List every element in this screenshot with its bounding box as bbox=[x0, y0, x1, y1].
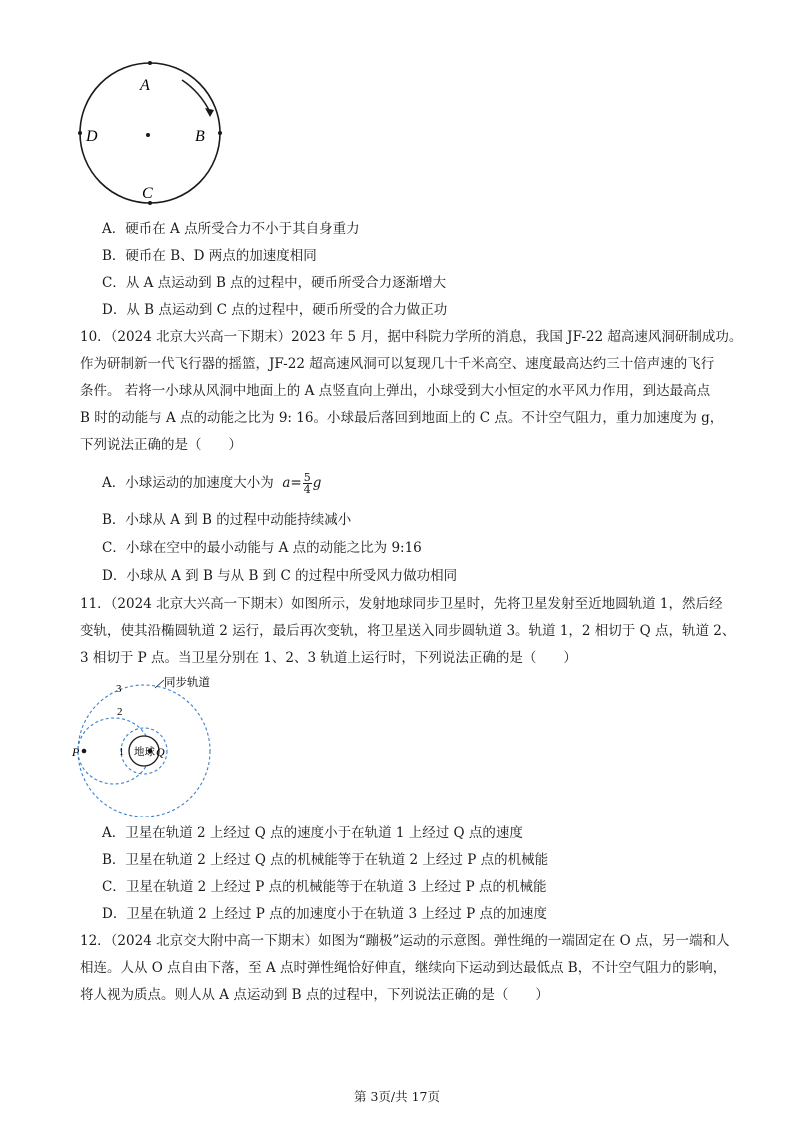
orbit-figure bbox=[68, 672, 218, 817]
formula-fraction bbox=[303, 472, 312, 495]
q10-option-b: B．小球从 A 到 B 的过程中动能持续减小 bbox=[102, 512, 352, 528]
label-c: C bbox=[142, 185, 153, 202]
q11-option-d: D．卫星在轨道 2 上经过 P 点的加速度小于在轨道 3 上经过 P 点的加速度 bbox=[102, 906, 547, 922]
point-b-dot bbox=[218, 131, 222, 135]
q9-option-a: A．硬币在 A 点所受合力不小于其自身重力 bbox=[102, 221, 360, 237]
point-p-dot bbox=[82, 749, 87, 754]
formula-var: g bbox=[312, 475, 322, 491]
q11-option-c: C．卫星在轨道 2 上经过 P 点的机械能等于在轨道 3 上经过 P 点的机械能 bbox=[102, 879, 547, 895]
q11-line-1: 11．（2024 北京大兴高一下期末）如图所示，发射地球同步卫星时，先将卫星发射至近地圆轨道 1，然后经 bbox=[80, 596, 723, 612]
q10-line-5: 下列说法正确的是（ ） bbox=[80, 437, 242, 453]
orbit-1-label: 1 bbox=[119, 747, 124, 758]
label-d: D bbox=[86, 128, 98, 145]
formula-denominator: 4 bbox=[303, 483, 311, 496]
formula-eq: = bbox=[290, 475, 302, 491]
center-dot bbox=[146, 133, 150, 137]
earth-label: 地球 bbox=[134, 747, 155, 758]
q10-option-c: C．小球在空中的最小动能与 A 点的动能之比为 9:16 bbox=[102, 540, 422, 556]
point-p-label: P bbox=[72, 745, 80, 759]
q10-line-3: 条件。 若将一小球从风洞中地面上的 A 点竖直向上弹出，小球受到大小恒定的水平风力作用，到达最高点 bbox=[80, 383, 711, 399]
orbit-2-label: 2 bbox=[117, 706, 123, 718]
point-d-dot bbox=[78, 131, 82, 135]
q10-option-d: D．小球从 A 到 B 与从 B 到 C 的过程中所受风力做功相同 bbox=[102, 568, 458, 584]
formula-numerator: 5 bbox=[303, 471, 311, 484]
q9-option-b: B．硬币在 B、D 两点的加速度相同 bbox=[102, 248, 317, 264]
label-b: B bbox=[195, 128, 205, 145]
label-a: A bbox=[140, 77, 150, 94]
q10-line-1: 10．（2024 北京大兴高一下期末）2023 年 5 月，据中科院力学所的消息，我国 JF-22 超高速风洞研制成功。 bbox=[80, 329, 743, 345]
q9-option-c: C．从 A 点运动到 B 点的过程中，硬币所受合力逐渐增大 bbox=[102, 275, 447, 291]
q11-line-2: 变轨，使其沿椭圆轨道 2 运行，最后再次变轨，将卫星送入同步圆轨道 3。轨道 1，2 相切于 Q 点，轨道 2、 bbox=[80, 623, 736, 639]
q10-line-2: 作为研制新一代飞行器的摇篮，JF-22 超高速风洞可以复现几十千米高空、速度最高达约三十倍声速的飞行 bbox=[80, 356, 715, 372]
q10-line-4: B 时的动能与 A 点的动能之比为 9: 16。小球最后落回到地面上的 C 点。不计空气阻力，重力加速度为 g， bbox=[80, 410, 724, 426]
point-a-dot bbox=[148, 61, 152, 65]
q12-line-3: 将人视为质点。则人从 A 点运动到 B 点的过程中，下列说法正确的是（ ） bbox=[80, 987, 549, 1003]
motion-arrow bbox=[182, 80, 210, 112]
q9-option-d: D．从 B 点运动到 C 点的过程中，硬币所受的合力做正功 bbox=[102, 302, 448, 318]
q11-option-a: A．卫星在轨道 2 上经过 Q 点的速度小于在轨道 1 上经过 Q 点的速度 bbox=[102, 825, 523, 841]
q11-line-3: 3 相切于 P 点。当卫星分别在 1、2、3 轨道上运行时，下列说法正确的是（ ） bbox=[80, 650, 577, 666]
q12-line-2: 相连。人从 O 点自由下落，至 A 点时弹性绳恰好伸直，继续向下运动到达最低点 B，不计空气阻力的影响， bbox=[80, 960, 727, 976]
orbit-3-label: 3 bbox=[116, 683, 122, 695]
formula-lhs: a bbox=[282, 475, 291, 491]
q10-option-a bbox=[102, 472, 321, 495]
arrow-head-icon bbox=[205, 108, 214, 117]
page-footer: 第 3页/共 17页 bbox=[353, 1089, 441, 1104]
q11-option-b: B．卫星在轨道 2 上经过 Q 点的机械能等于在轨道 2 上经过 P 点的机械能 bbox=[102, 852, 549, 868]
q12-line-1: 12．（2024 北京交大附中高一下期末）如图为“蹦极”运动的示意图。弹性绳的一端固定在 O 点，另一端和人 bbox=[80, 933, 730, 949]
q10-option-a-text: A．小球运动的加速度大小为 bbox=[102, 475, 274, 491]
sync-orbit-label: 同步轨道 bbox=[164, 677, 210, 689]
point-q-label: Q bbox=[156, 745, 165, 759]
circle-motion-figure bbox=[70, 60, 240, 210]
